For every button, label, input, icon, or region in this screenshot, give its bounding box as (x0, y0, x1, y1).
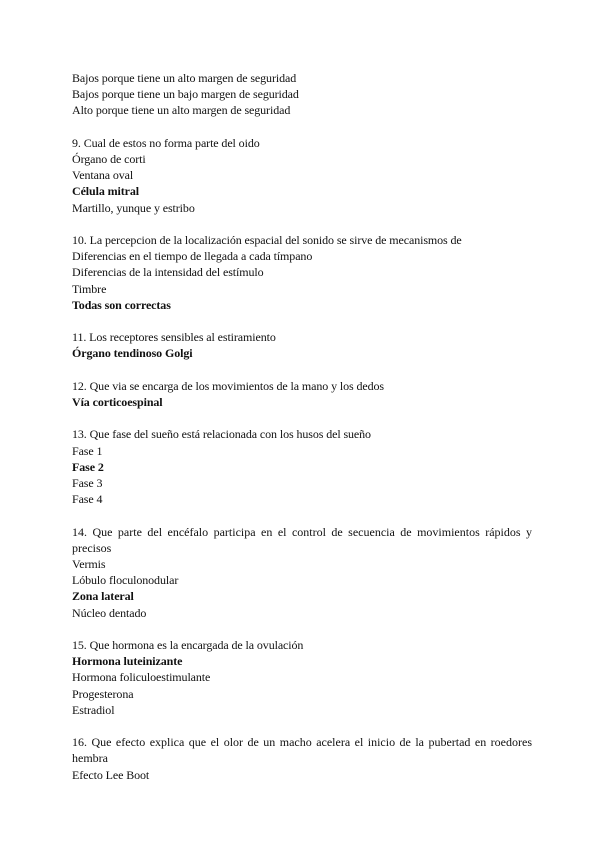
option: Núcleo dentado (72, 605, 147, 620)
question-text: 10. La percepcion de la localización espacial del sonido se sirve de mecanismos de (72, 233, 462, 247)
option: Vermis (72, 557, 106, 571)
option: Martillo, yunque y estribo (72, 200, 195, 215)
question-text: 16. Que efecto explica que el olor de un macho acelera el inicio de la pubertad en roedores hembra (72, 735, 532, 766)
intro-options (72, 70, 532, 119)
correct-option: Hormona luteinizante (72, 654, 183, 669)
question-text: 15. Que hormona es la encargada de la ovulación (72, 638, 304, 652)
document-page (72, 70, 532, 783)
option: Estradiol (72, 702, 115, 717)
correct-option: Célula mitral (72, 184, 140, 199)
question-text: 9. Cual de estos no forma parte del oido (72, 135, 260, 150)
question-text: 12. Que via se encarga de los movimientos de la mano y los dedos (72, 378, 384, 393)
option: Timbre (72, 281, 107, 296)
question-text: 11. Los receptores sensibles al estiramiento (72, 330, 276, 345)
option: Ventana oval (72, 168, 134, 183)
question-block-11 (72, 329, 532, 361)
correct-option: Fase 2 (72, 459, 104, 474)
correct-option: Todas son correctas (72, 297, 171, 312)
option: Progesterona (72, 686, 134, 701)
option: Lóbulo floculonodular (72, 573, 179, 588)
correct-option: Vía corticoespinal (72, 395, 163, 409)
option: Diferencias de la intensidad del estímulo (72, 265, 264, 280)
question-block-9 (72, 135, 532, 216)
option: Bajos porque tiene un bajo margen de seguridad (72, 87, 299, 102)
question-block-13 (72, 426, 532, 507)
correct-option: Órgano tendinoso Golgi (72, 346, 193, 361)
question-block-10 (72, 232, 532, 313)
option: Efecto Lee Boot (72, 767, 150, 782)
option: Fase 3 (72, 476, 103, 490)
question-block-16 (72, 734, 532, 783)
question-block-14 (72, 524, 532, 621)
option: Fase 4 (72, 492, 103, 507)
option: Hormona foliculoestimulante (72, 670, 211, 685)
question-text: 13. Que fase del sueño está relacionada con los husos del sueño (72, 427, 371, 442)
option: Bajos porque tiene un alto margen de seguridad (72, 71, 297, 85)
correct-option: Zona lateral (72, 589, 134, 604)
question-text: 14. Que parte del encéfalo participa en el control de secuencia de movimientos rápidos y precisos (72, 524, 532, 555)
question-block-15 (72, 637, 532, 718)
option: Alto porque tiene un alto margen de seguridad (72, 103, 291, 118)
option: Fase 1 (72, 443, 103, 458)
option: Diferencias en el tiempo de llegada a cada tímpano (72, 249, 313, 264)
option: Órgano de corti (72, 152, 146, 166)
question-block-12 (72, 378, 532, 410)
